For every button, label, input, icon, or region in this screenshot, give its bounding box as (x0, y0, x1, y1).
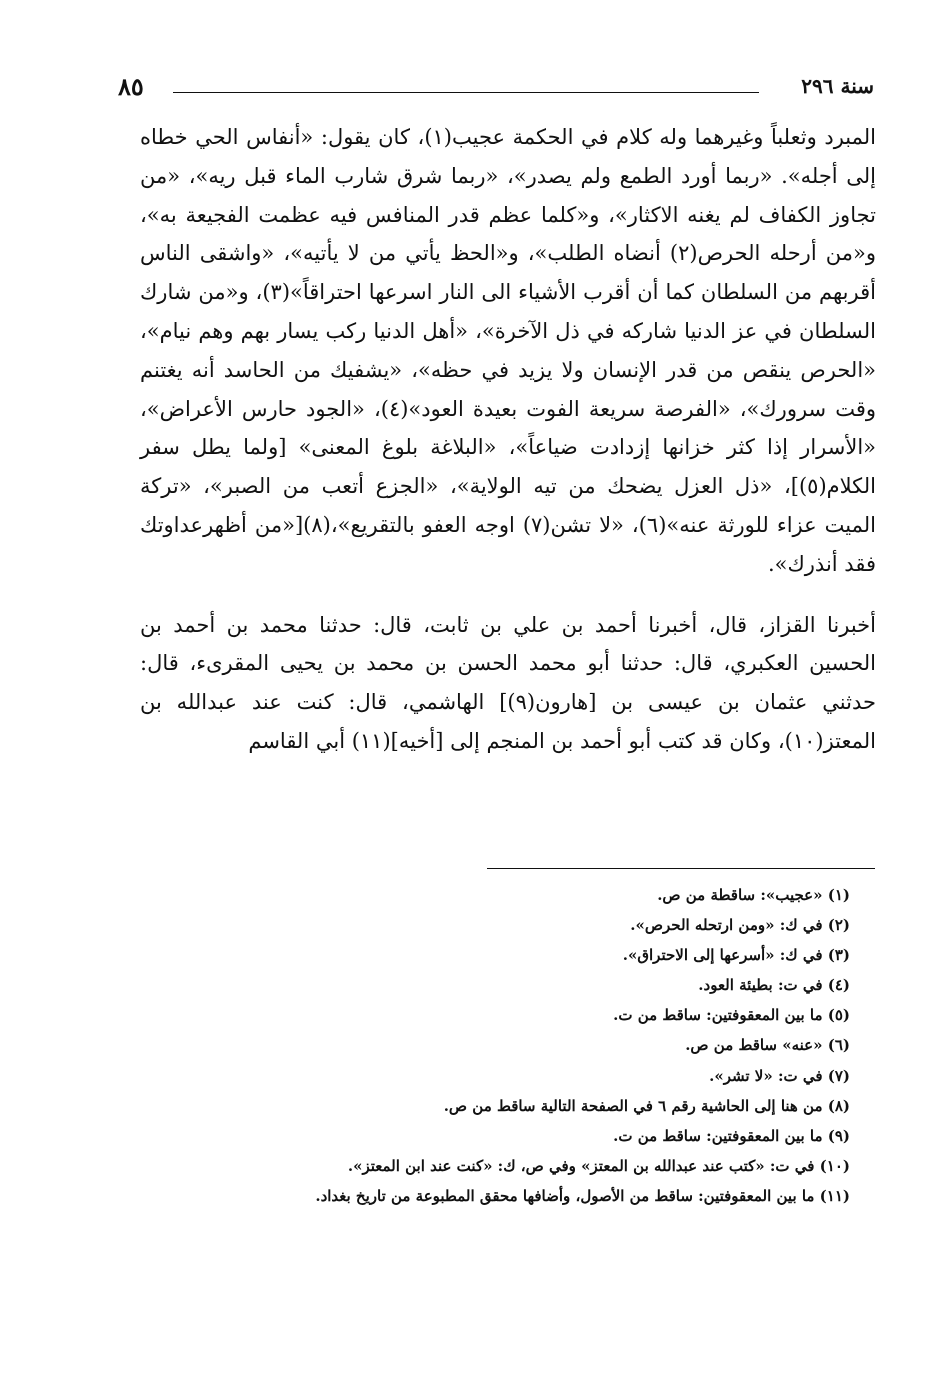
footnote-10: (١٠) في ت: «كتب عند عبدالله بن المعتز» وفي ص، ك: «كنت عند ابن المعتز». (347, 1156, 850, 1175)
footnotes-list (200, 880, 850, 1211)
footnote-1: (١) «عجيب»: ساقطة من ص. (657, 886, 850, 904)
footnote-3: (٣) في ك: «أسرعها إلى الاحتراق». (622, 946, 850, 965)
footnote-4: (٤) في ت: بطيئة العود. (698, 976, 850, 995)
running-head-year: سنة ٢٩٦ (801, 74, 874, 98)
page-header (118, 72, 874, 108)
body-paragraph-1: المبرد وثعلباً وغيرهما وله كلام في الحكمة عجيب(١)، كان يقول: «أنفاس الحي خطاه إلى أجله». «ربما أورد الطمع ولم يصدر»، «ربما شرق شارب الماء قبل ريه»، «من تجاوز الكفاف لم يغنه الاكثار»، و«كلما عظم قدر المنافس فيه عظمت الفجيعة به»، و«من أرحله الحرص(٢) أنضاه الطلب»، و«الحظ يأتي من لا يأتيه»، «واشقى الناس أقربهم من السلطان كما أن أقرب الأشياء الى النار اسرعها احتراقاً»(٣)، و«من شارك السلطان في عز الدنيا شاركه في ذل الآخرة»، «أهل الدنيا ركب يسار بهم وهم نيام»، «الحرص ينقص من قدر الإنسان ولا يزيد في حظه»، «يشفيك من الحاسد أنه يغتنم وقت سرورك»، «الفرصة سريعة الفوت بعيدة العود»(٤)، «الجود حارس الأعراض»، «الأسرار إذا كثر خزانها إزدادت ضياعاً»، «البلاغة بلوغ المعنى» [ولما يطل سفر الكلام(٥)]، «ذل العزل يضحك من تيه الولاية»، «الجزع أتعب من الصبر»، «تركة الميت عزاء للورثة عنه»(٦)، «لا تشن(٧) اوجه العفو بالتقريع»،(٨)[«من أظهرعداوتك فقد أنذرك». (140, 125, 877, 576)
footnote-5: (٥) ما بين المعقوفتين: ساقط من ت. (613, 1006, 850, 1025)
body-paragraph-2: أخبرنا القزاز، قال، أخبرنا أحمد بن علي بن ثابت، قال: حدثنا محمد بن أحمد بن الحسين العكبري، قال: حدثنا أبو محمد الحسن بن محمد بن يحيى المقرىء، قال: حدثني عثمان بن عيسى بن [هارون(٩)] الهاشمي، قال: كنت عند عبدالله بن المعتز(١٠)، وكان قد كتب أبو أحمد بن المنجم إلى [أخيه](١١) أبي القاسم (140, 612, 876, 753)
footnote-separator (487, 868, 875, 869)
footnote-2: (٢) في ك: «ومن ارتحله الحرص». (630, 916, 850, 935)
page-number: ٨٥ (118, 72, 144, 101)
footnote-8: (٨) من هنا إلى الحاشية رقم ٦ في الصفحة التالية ساقط من ص. (443, 1096, 850, 1115)
footnote-6: (٦) «عنه» ساقط من ص. (685, 1036, 850, 1055)
main-text (140, 118, 876, 761)
footnote-7: (٧) في ت: «لا تشر». (709, 1066, 850, 1085)
header-rule (173, 92, 759, 93)
footnote-11: (١١) ما بين المعقوفتين: ساقط من الأصول، وأضافها محقق المطبوعة من تاريخ بغداد. (315, 1186, 850, 1205)
footnote-9: (٩) ما بين المعقوفتين: ساقط من ت. (613, 1126, 850, 1145)
